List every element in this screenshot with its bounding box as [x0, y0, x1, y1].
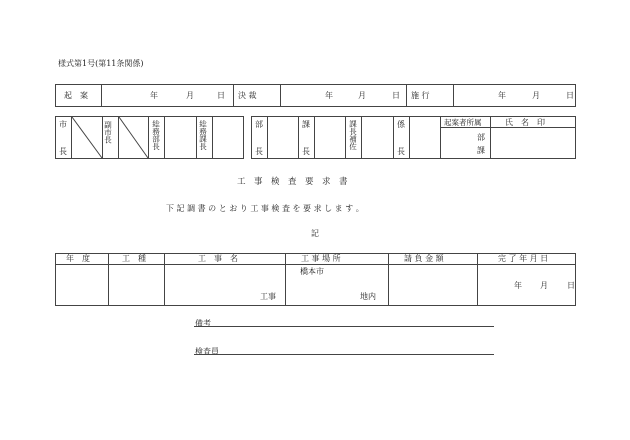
shiko-year: 年 — [498, 91, 506, 100]
biko-line — [194, 326, 494, 327]
divider — [477, 253, 478, 306]
divider — [409, 116, 410, 159]
header-kojimei: 工 事 名 — [198, 254, 238, 263]
kachohosa-label: 課長補佐 — [348, 120, 358, 150]
somubucho-label: 総務部長 — [151, 120, 161, 150]
header-ukeoi: 請 負 金 額 — [404, 254, 444, 263]
header-kojibasho: 工 事 場 所 — [301, 254, 341, 263]
divider — [440, 116, 441, 159]
bu-label: 部 — [477, 133, 485, 142]
document-title: 工 事 検 査 要 求 書 — [237, 177, 348, 187]
cell-month: 月 — [540, 281, 548, 290]
kian-day: 日 — [217, 91, 225, 100]
cell-day: 日 — [567, 281, 575, 290]
ki-label: 記 — [311, 229, 319, 238]
fukushicho-label: 副市長 — [103, 121, 113, 144]
divider — [285, 253, 286, 306]
form-label: 様式第1号(第11条関係) — [58, 59, 144, 68]
kacho-bottom: 長 — [302, 147, 310, 156]
kessai-month: 月 — [358, 91, 366, 100]
kian-label: 起 案 — [64, 91, 88, 100]
document-subtitle: 下 記 調 書 の と お り 工 事 検 査 を 要 求 し ま す 。 — [166, 204, 364, 213]
shiko-month: 月 — [532, 91, 540, 100]
divider — [267, 116, 268, 159]
somukacho-label: 総務課長 — [198, 120, 208, 150]
kian-month: 月 — [186, 91, 194, 100]
divider — [490, 116, 491, 159]
divider — [314, 116, 315, 159]
shimei-label: 氏 名 印 — [505, 118, 545, 127]
divider — [298, 116, 299, 159]
kian-year: 年 — [150, 91, 158, 100]
divider — [361, 116, 362, 159]
kessai-day: 日 — [392, 91, 400, 100]
divider — [440, 127, 576, 128]
cell-koji: 工事 — [260, 292, 276, 301]
shicho-top: 市 — [59, 120, 67, 129]
divider — [55, 264, 576, 265]
bucho-top: 部 — [255, 120, 263, 129]
divider — [164, 253, 165, 306]
cell-chinai: 地内 — [360, 292, 376, 301]
kessai-year: 年 — [325, 91, 333, 100]
kensain-label: 検査員 — [195, 347, 219, 356]
cell-hashimoto: 橋本市 — [300, 267, 324, 276]
header-kanryo: 完 了 年 月 日 — [498, 254, 549, 263]
shiko-day: 日 — [566, 91, 574, 100]
kacho-top: 課 — [302, 120, 310, 129]
biko-label: 備考 — [195, 319, 211, 328]
divider — [388, 253, 389, 306]
shicho-bottom: 長 — [59, 147, 67, 156]
header-nendo: 年 度 — [66, 254, 90, 263]
kensain-line — [194, 354, 494, 355]
divider — [393, 116, 394, 159]
divider — [345, 116, 346, 159]
kakaricho-top: 係 — [397, 120, 405, 129]
kessai-label: 決 裁 — [238, 91, 257, 100]
header-koshu: 工 種 — [122, 254, 146, 263]
kakaricho-bottom: 長 — [397, 147, 405, 156]
kiansha-label: 起案者所属 — [444, 118, 482, 127]
cell-year: 年 — [514, 281, 522, 290]
bucho-bottom: 長 — [255, 147, 263, 156]
divider — [108, 253, 109, 306]
shiko-label: 施 行 — [411, 91, 430, 100]
ka-label: 課 — [477, 146, 485, 155]
